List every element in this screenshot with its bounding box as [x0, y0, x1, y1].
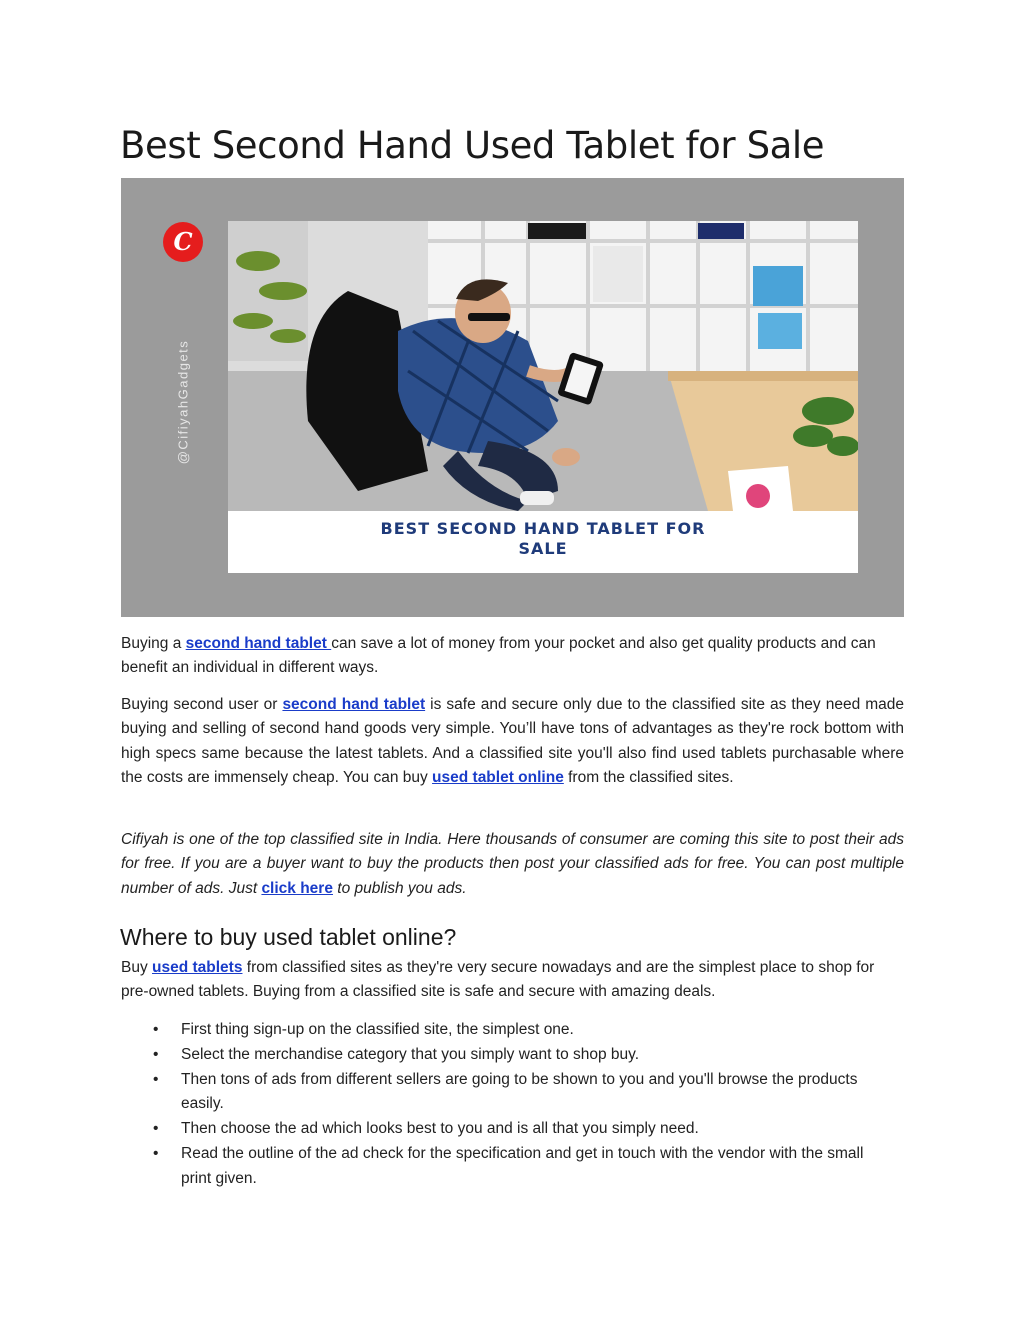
bullet-icon: •: [153, 1145, 159, 1163]
second-hand-tablet-link-2[interactable]: second hand tablet: [282, 696, 426, 713]
intro-paragraph-suffix: can save a lot of money from your pocket and also get quality products and can benefit an individual in different ways.: [121, 635, 876, 677]
benefits-paragraph-prefix: Buying second user or: [121, 696, 283, 713]
intro-paragraph-prefix: Buying a: [121, 635, 186, 652]
section-intro: [121, 956, 904, 1005]
list-item-text: First thing sign-up on the classified site, the simplest one.: [181, 1021, 574, 1038]
bullet-icon: •: [153, 1046, 159, 1063]
hero-banner: [121, 178, 904, 617]
section-intro-suffix: from classified sites as they're very secure nowadays and are the simplest place to shop for pre-owned tablets. Buying from a classified site is safe and secure with amazing deals.: [121, 959, 875, 1001]
list-item: [121, 1142, 904, 1191]
list-item: [121, 1117, 904, 1141]
list-item-text: Then tons of ads from different sellers are going to be shown to you and you'll browse the products easily.: [181, 1071, 858, 1113]
bullet-icon: •: [153, 1071, 159, 1088]
intro-paragraph: [121, 632, 904, 681]
hero-caption-line-1: BEST SECOND HAND TABLET FOR: [380, 519, 706, 538]
hero-photo: [228, 221, 858, 511]
second-hand-tablet-link[interactable]: second hand tablet: [185, 635, 332, 652]
hero-photo-card: [228, 221, 858, 573]
page-title: Best Second Hand Used Tablet for Sale: [120, 124, 825, 167]
list-item-text: Select the merchandise category that you simply want to shop buy.: [181, 1046, 640, 1063]
steps-list: [121, 1018, 904, 1192]
benefits-paragraph: [121, 693, 904, 791]
list-item-text: Then choose the ad which looks best to you and is all that you simply need.: [181, 1120, 699, 1138]
list-item-text: Read the outline of the ad check for the specification and get in touch with the vendor with the small print given.: [181, 1145, 864, 1187]
benefits-paragraph-middle: is safe and secure only due to the classified site as they need made buying and selling of second hand goods very simple. You’ll have tons of advantages as they're rock bottom with high specs same because the latest tablets. And a classified site you'll also find used tablets purchasable where the costs are immensely cheap. You can buy: [121, 696, 904, 787]
cifiyah-paragraph-prefix: Cifiyah is one of the top classified site in India. Here thousands of consumer are coming this site to post their ads for free. If you are a buyer want to buy the products then post your classified ads for free. You can post multiple number of ads. Just: [121, 831, 904, 897]
list-item: [121, 1018, 904, 1042]
list-item: [121, 1068, 904, 1117]
man-with-tablet-illustration: [228, 221, 858, 511]
section-heading: Where to buy used tablet online?: [120, 924, 457, 950]
benefits-paragraph-suffix: from the classified sites.: [563, 769, 734, 787]
section-intro-prefix: Buy: [121, 959, 153, 976]
brand-logo-icon: C: [163, 222, 203, 262]
click-here-link[interactable]: click here: [261, 879, 333, 897]
bullet-icon: •: [153, 1120, 159, 1138]
hero-caption-line-2: SALE: [518, 539, 568, 558]
social-handle: @CifiyahGadgets: [175, 339, 191, 465]
list-item: [121, 1043, 904, 1067]
hero-caption: [228, 519, 858, 559]
cifiyah-paragraph-suffix: to publish you ads.: [332, 879, 467, 897]
used-tablets-link[interactable]: used tablets: [152, 959, 243, 976]
bullet-icon: •: [153, 1021, 159, 1038]
used-tablet-online-link[interactable]: used tablet online: [432, 769, 564, 787]
cifiyah-paragraph: [121, 828, 904, 901]
